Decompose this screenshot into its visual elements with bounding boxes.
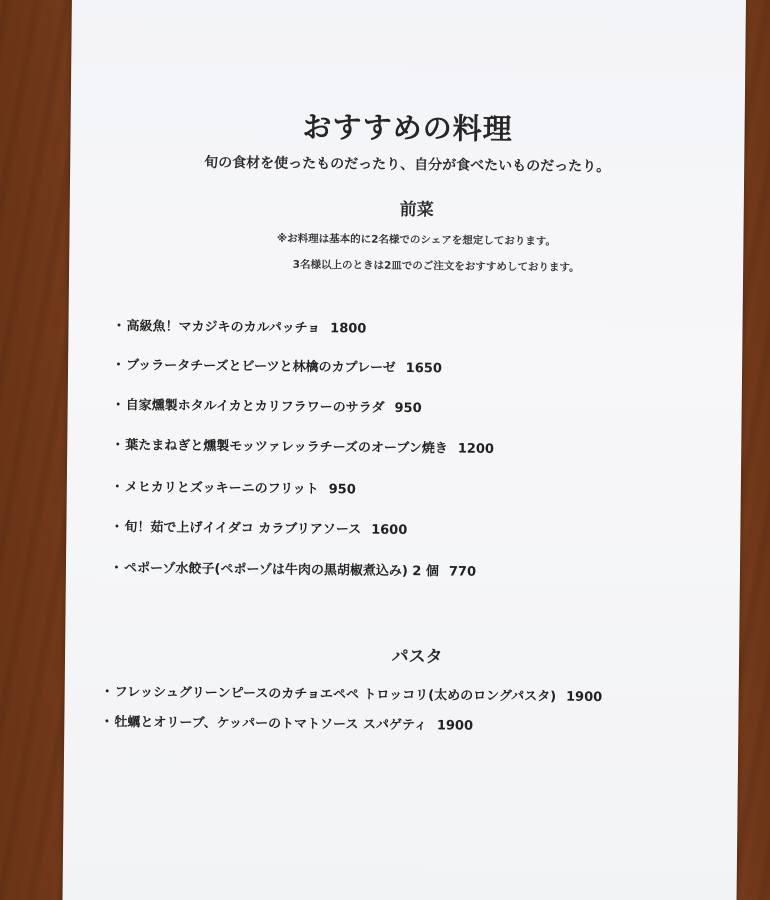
bullet: ・ <box>100 684 114 700</box>
menu-item-price: 770 <box>448 564 477 580</box>
bullet: ・ <box>100 714 114 730</box>
menu-item <box>112 394 422 416</box>
menu-item <box>111 434 494 457</box>
menu-item-price: 950 <box>328 482 356 498</box>
bullet: ・ <box>111 437 125 454</box>
menu-item-price: 1900 <box>565 689 603 706</box>
bullet: ・ <box>109 560 124 577</box>
bullet: ・ <box>111 397 125 414</box>
bullet: ・ <box>110 479 124 496</box>
menu-item-name: メヒカリとズッキーニのフリット <box>124 480 319 498</box>
menu-item <box>112 315 366 337</box>
menu-item-price: 950 <box>394 400 422 417</box>
menu-item-name: 旬！茹で上げイイダコ カラブリアソース <box>124 520 362 538</box>
section-heading-appetizer: 前菜 <box>399 199 434 221</box>
menu-paper <box>62 0 746 900</box>
menu-item-name: ペポーゾ水餃子(ペポーゾは牛肉の黒胡椒煮込み) 2 個 <box>123 561 439 580</box>
menu-item-price: 1600 <box>371 522 408 539</box>
page-title: おすすめの料理 <box>302 109 513 147</box>
menu-item-name: ブッラータチーズとビーツと林檎のカプレーゼ <box>126 358 396 376</box>
menu-item <box>100 711 473 734</box>
menu-item <box>110 516 407 538</box>
bullet: ・ <box>110 519 124 536</box>
menu-item-name: 自家燻製ホタルイカとカリフラワーのサラダ <box>125 398 385 416</box>
menu-item <box>112 354 442 376</box>
menu-item-price: 1650 <box>405 360 442 377</box>
bullet: ・ <box>112 318 126 335</box>
menu-item-name: 葉たまねぎと燻製モッツァレッラチーズのオーブン焼き <box>125 438 448 457</box>
bullet: ・ <box>112 357 126 374</box>
menu-item-price: 1800 <box>330 321 367 337</box>
menu-item-name: フレッシュグリーンピースのカチョエペペ トロッコリ(太めのロングパスタ) <box>114 684 557 705</box>
menu-item <box>111 476 356 498</box>
section-heading-pasta: パスタ <box>391 646 443 668</box>
sharing-note: 3名様以上のときは2皿でのご注文をおすすめしております。 <box>292 258 580 274</box>
page-subtitle: 旬の食材を使ったものだったり、自分が食べたいものだったり。 <box>204 154 611 176</box>
menu-item-name: 牡蠣とオリーブ、ケッパーのトマトソース スパゲティ <box>114 714 427 734</box>
sharing-note: ※お料理は基本的に2名様でのシェアを想定しております。 <box>276 232 556 248</box>
menu-item <box>101 681 603 705</box>
menu-item-price: 1900 <box>436 718 474 734</box>
menu-item-price: 1200 <box>457 441 495 457</box>
menu-item <box>110 557 476 580</box>
menu-item-name: 高級魚！マカジキのカルパッチョ <box>126 319 321 337</box>
